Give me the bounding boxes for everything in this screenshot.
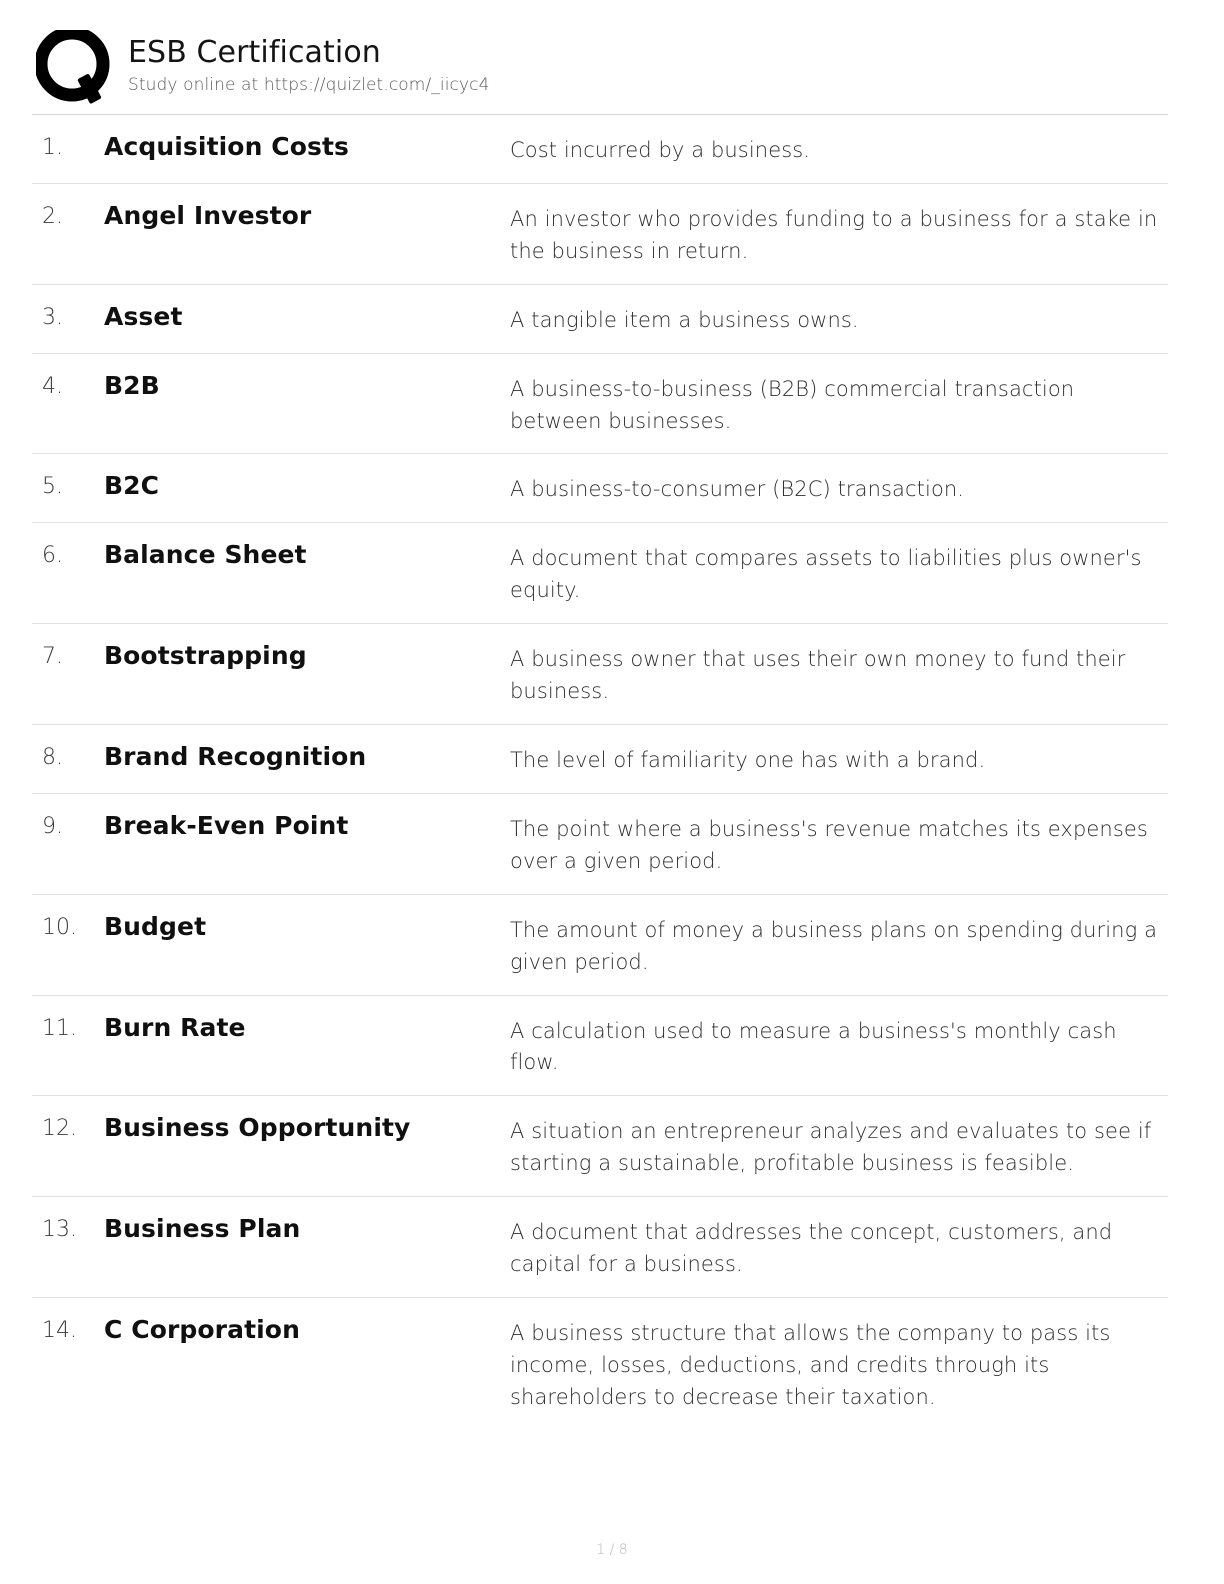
page-title: ESB Certification — [128, 35, 381, 70]
term-definition: An investor who provides funding to a business for a stake in the business in return. — [510, 206, 1158, 263]
term-number: 5. — [42, 474, 63, 500]
term-number: 2. — [42, 203, 63, 229]
term-name: B2C — [104, 471, 160, 501]
term-name: B2B — [104, 370, 160, 400]
term-number: 11. — [42, 1015, 77, 1041]
term-name: Brand Recognition — [104, 741, 367, 771]
term-name: Angel Investor — [104, 200, 312, 230]
table-row — [32, 1297, 1168, 1429]
term-name: Break-Even Point — [104, 810, 349, 840]
term-definition: A document that compares assets to liabilities plus owner's equity. — [510, 546, 1142, 603]
term-number: 3. — [42, 304, 63, 330]
table-row — [32, 624, 1168, 725]
term-definition: A tangible item a business owns. — [510, 307, 859, 332]
term-definition: A business-to-business (B2B) commercial transaction between businesses. — [510, 376, 1075, 433]
terms-table-body — [32, 115, 1168, 1430]
term-number: 10. — [42, 914, 77, 940]
table-row — [32, 353, 1168, 454]
table-row — [32, 183, 1168, 284]
term-definition: The point where a business's revenue matches its expenses over a given period. — [510, 816, 1148, 873]
page-number: 1 / 8 — [596, 1542, 628, 1558]
term-name: Asset — [104, 301, 183, 331]
table-row — [32, 995, 1168, 1096]
term-name: C Corporation — [104, 1314, 300, 1344]
term-definition: A document that addresses the concept, customers, and capital for a business. — [510, 1220, 1113, 1277]
term-name: Burn Rate — [104, 1012, 246, 1042]
term-name: Bootstrapping — [104, 641, 307, 671]
document-header — [32, 28, 1168, 108]
term-name: Acquisition Costs — [104, 132, 350, 161]
term-definition: A calculation used to measure a business's monthly cash flow. — [510, 1018, 1117, 1075]
term-definition: A situation an entrepreneur analyzes and evaluates to see if starting a sustainable, profitable business is feasible. — [510, 1119, 1152, 1176]
term-definition: Cost incurred by a business. — [510, 138, 811, 162]
table-row — [32, 115, 1168, 184]
term-definition: The amount of money a business plans on spending during a given period. — [510, 917, 1158, 974]
term-number: 9. — [42, 813, 63, 839]
table-row — [32, 523, 1168, 624]
quizlet-q-logo-icon — [36, 30, 114, 108]
term-number: 1. — [42, 135, 63, 160]
term-number: 6. — [42, 543, 63, 569]
term-number: 7. — [42, 644, 63, 670]
header-text-block — [114, 28, 489, 95]
term-definition: A business-to-consumer (B2C) transaction. — [510, 477, 965, 502]
table-row — [32, 284, 1168, 353]
term-definition: A business owner that uses their own money to fund their business. — [510, 647, 1126, 704]
table-row — [32, 1197, 1168, 1298]
study-link-subtitle: Study online at https://quizlet.com/_iicyc4 — [128, 75, 490, 95]
term-definition: The level of familiarity one has with a brand. — [510, 747, 986, 772]
table-row — [32, 793, 1168, 894]
term-number: 14. — [42, 1317, 77, 1343]
table-row — [32, 894, 1168, 995]
term-number: 8. — [42, 744, 63, 770]
term-name: Business Plan — [104, 1214, 301, 1244]
term-name: Business Opportunity — [104, 1113, 411, 1143]
table-row — [32, 454, 1168, 523]
term-number: 12. — [42, 1116, 77, 1142]
term-number: 4. — [42, 373, 63, 399]
term-definition: A business structure that allows the company to pass its income, losses, deductions, and credits through its shareholders to decrease their taxation. — [510, 1320, 1111, 1409]
term-name: Budget — [104, 911, 207, 941]
terms-table — [32, 114, 1168, 1430]
term-number: 13. — [42, 1217, 77, 1243]
term-name: Balance Sheet — [104, 540, 307, 570]
table-row — [32, 1096, 1168, 1197]
table-row — [32, 724, 1168, 793]
